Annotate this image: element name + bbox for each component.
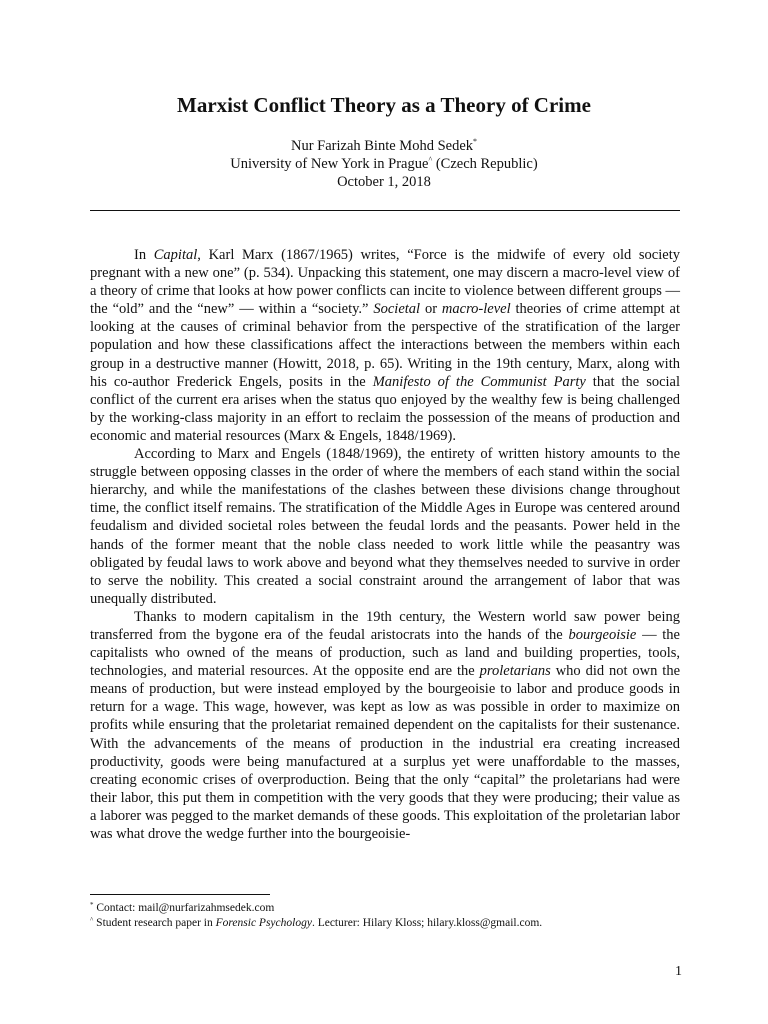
italic-run: Capital (153, 247, 198, 263)
italic-run: bourgeoisie (568, 626, 637, 643)
affiliation-name: University of New York in Prague (230, 156, 429, 172)
affiliation-country: (Czech Republic) (432, 156, 538, 172)
footnotes (90, 901, 690, 931)
body-text (90, 246, 680, 843)
title-block (0, 137, 768, 191)
text-run: — the capitalists who owned of the means of production, such as land and building properties, tools, technologies, and material resources. At the opposite end are the (90, 626, 680, 680)
author-line (0, 137, 768, 155)
text-run: Thanks to modern capitalism in the 19th century, the Western world saw power being transferred from the bygone era of the feudal aristocrats into the hands of the (90, 608, 680, 643)
footnote-course (90, 916, 690, 931)
italic-run: macro-level (441, 301, 511, 318)
text-run: theories of crime attempt at looking at the causes of criminal behavior from the perspective of the stratification of the larger population and how these classifications affect the interactions between the members within each group in a destructive manner (Howitt, 2018, p. 65). Writing in the 19th century, Marx, along with his co-author Frederick Engels, posits in the (90, 301, 680, 390)
paragraph-2 (90, 445, 680, 608)
author-name: Nur Farizah Binte Mohd Sedek (290, 138, 474, 154)
italic-run: Societal (373, 301, 421, 318)
footnote-text: Contact: mail@nurfarizahmsedek.com (93, 902, 275, 914)
italic-run: Manifesto of the Communist Party (372, 373, 586, 390)
title-divider (90, 210, 680, 211)
footnote-divider (90, 894, 270, 895)
text-run: that the social conflict of the current era arises when the status quo enjoyed by the wealthy few is being challenged by the working-class majority in an effort to reclaim the possession of the means of production and economic and material resources (Marx & Engels, 1848/1969). (90, 373, 681, 444)
footnote-course-name: Forensic Psychology (215, 917, 312, 929)
affiliation-line (0, 155, 768, 173)
paper-date: October 1, 2018 (337, 174, 431, 190)
paper-title: Marxist Conflict Theory as a Theory of Crime (177, 93, 591, 117)
text-run: or (420, 301, 442, 318)
text-run: who did not own the means of production, but were instead employed by the bourgeoisie to labor and produce goods in return for a wage. This wage, however, was kept as low as was possible in order to maximize on profits while ensuring that the proletariat remained dependent on the capitalists for their sustenance. With the advancements of the means of production in the industrial era creating increased productivity, goods were being manufactured at a surplus yet were unaffordable to the masses, creating economic crises of overproduction. Being that the only “capital” the proletarians had were their labor, this put them in competition with the very goods that they were producing; their value as a laborer was pegged to the market demands of these goods. This exploitation of the proletarian labor was what drove the wedge further into the bourgeoisie- (90, 663, 681, 842)
text-run: In (134, 247, 154, 263)
footnote-text: Student research paper in (93, 917, 216, 929)
footnote-contact (90, 901, 690, 916)
footnote-mark: * (90, 901, 94, 909)
italic-run: proletarians (479, 663, 551, 680)
text-run: According to Marx and Engels (1848/1969), the entirety of written history amounts to the struggle between opposing classes in the order of where the members of each stand within the social hierarchy, and while the manifestations of the clashes between these divisions change throughout time, the conflict itself remains. The stratification of the Middle Ages in Europe was centered around feudalism and divided societal roles between the feudal lords and the peasants. Power held in the hands of the former meant that the noble class needed to work little while the peasantry was obligated by feudal laws to work above and beyond what they themselves needed to survive in order to serve the nobility. This created a social constraint around the arrangement of labor that was unequally distributed. (90, 446, 680, 607)
text-run: , Karl Marx (1867/1965) writes, “Force is the midwife of every old society pregnant with a new one” (p. 534). Unpacking this statement, one may discern a macro-level view of a theory of crime that looks at how power conflicts can incite to violence between different groups — the “old” and the “new” — within a “society.” (90, 247, 680, 318)
paragraph-1 (90, 246, 680, 445)
footnote-text: . Lecturer: Hilary Kloss; hilary.kloss@gmail.com. (311, 917, 543, 929)
affiliation-footnote-mark: ^ (428, 155, 433, 164)
paragraph-3 (90, 608, 680, 843)
footnote-mark: ^ (90, 916, 94, 924)
page-number: 1 (675, 964, 682, 979)
author-footnote-mark: * (473, 137, 478, 146)
